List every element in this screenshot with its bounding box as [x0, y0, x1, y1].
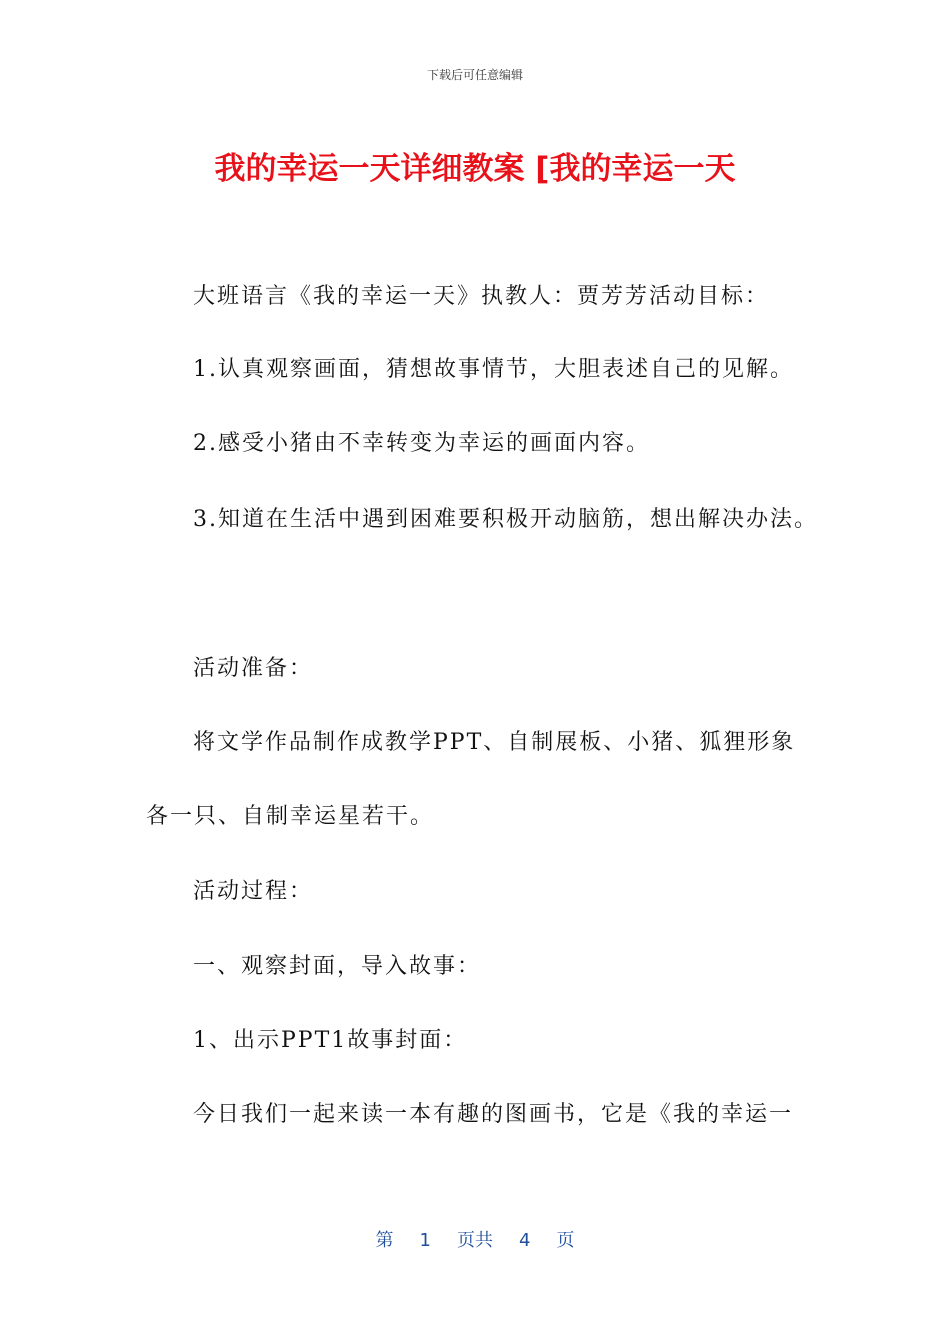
- footer-page-number: 1: [419, 1230, 431, 1251]
- paragraph-goal-1: 1.认真观察画面，猜想故事情节，大胆表述自己的见解。: [193, 357, 794, 382]
- paragraph-preparation-heading: 活动准备：: [193, 656, 314, 681]
- footer-prefix: 第: [375, 1230, 394, 1251]
- footer-total-pages: 4: [519, 1230, 531, 1251]
- paragraph-step-1-text: 今日我们一起来读一本有趣的图画书，它是《我的幸运一: [193, 1102, 794, 1127]
- paragraph-process-heading: 活动过程：: [193, 879, 314, 904]
- paragraph-goal-2: 2.感受小猪由不幸转变为幸运的画面内容。: [193, 431, 650, 456]
- paragraph-step-1-1: 1、出示PPT1故事封面：: [193, 1028, 468, 1053]
- document-title: 我的幸运一天详细教案 [我的幸运一天: [214, 151, 736, 187]
- page-footer: [0, 1226, 950, 1252]
- paragraph-preparation-line-1: 将文学作品制作成教学PPT、自制展板、小猪、狐狸形象: [193, 730, 796, 755]
- paragraph-preparation-line-2: 各一只、自制幸运星若干。: [146, 804, 435, 829]
- header-note: 下载后可任意编辑: [426, 68, 523, 82]
- footer-suffix: 页: [556, 1230, 575, 1251]
- paragraph-step-1: 一、观察封面，导入故事：: [193, 954, 482, 979]
- paragraph-goal-3: 3.知道在生活中遇到困难要积极开动脑筋，想出解决办法。: [193, 507, 818, 532]
- footer-middle: 页共: [457, 1230, 493, 1251]
- paragraph-intro: 大班语言《我的幸运一天》执教人：贾芳芳活动目标：: [193, 284, 770, 309]
